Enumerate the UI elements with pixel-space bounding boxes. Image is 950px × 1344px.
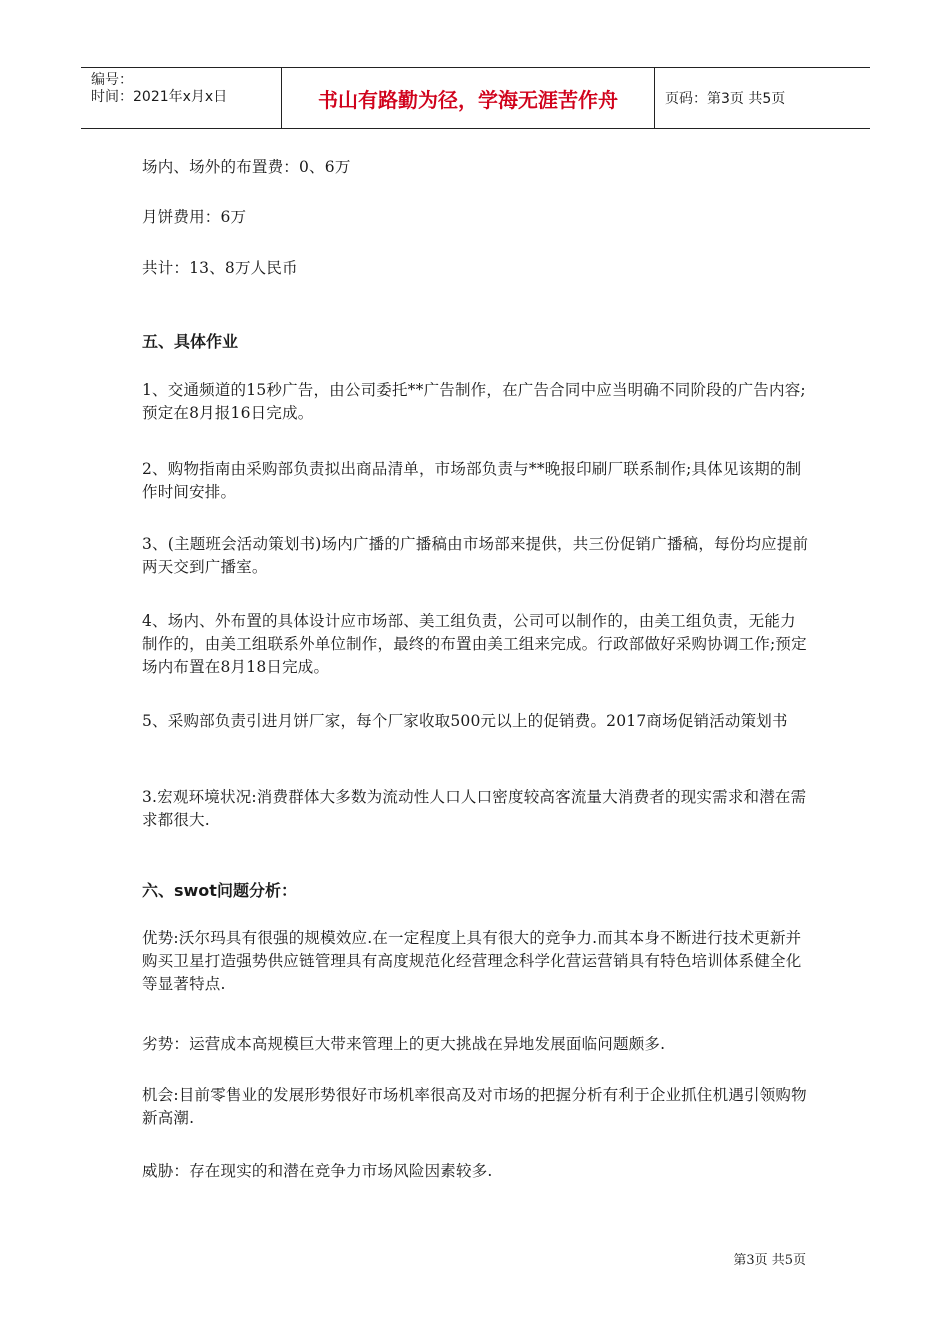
paragraph: 共计：13、8万人民币	[142, 259, 298, 277]
paragraph: 优势:沃尔玛具有很强的规模效应.在一定程度上具有很大的竞争力.而其本身不断进行技术更新并购买卫星打造强势供应链管理具有高度规范化经营理念科学化营运营销具有特色培训体系健全化等显著特点.	[142, 929, 802, 993]
time-label: 时间：2021年x月x日	[91, 89, 228, 105]
paragraph: 5、采购部负责引进月饼厂家，每个厂家收取500元以上的促销费。2017商场促销活动策划书	[142, 712, 788, 730]
paragraph: 威胁：存在现实的和潜在竞争力市场风险因素较多.	[142, 1162, 493, 1180]
section-heading: 五、具体作业	[142, 332, 239, 351]
paragraph: 机会:目前零售业的发展形势很好市场机率很高及对市场的把握分析有利于企业抓住机遇引领购物新高潮.	[142, 1086, 807, 1127]
paragraph: 3.宏观环境状况:消费群体大多数为流动性人口人口密度较高客流量大消费者的现实需求和潜在需求都很大.	[142, 788, 807, 829]
paragraph: 4、场内、外布置的具体设计应市场部、美工组负责，公司可以制作的，由美工组负责，无能力制作的，由美工组联系外单位制作，最终的布置由美工组来完成。行政部做好采购协调工作;预定场内布置在8月18日完成。	[142, 612, 807, 676]
page-footer: 第3页 共5页	[733, 1253, 806, 1268]
paragraph: 2、购物指南由采购部负责拟出商品清单，市场部负责与**晚报印刷厂联系制作;具体见该期的制作时间安排。	[142, 460, 802, 501]
header-motto: 书山有路勤为径，学海无涯苦作舟	[282, 68, 655, 128]
paragraph: 3、(主题班会活动策划书)场内广播的广播稿由市场部来提供，共三份促销广播稿，每份均应提前两天交到广播室。	[142, 535, 809, 576]
section-heading: 六、swot问题分析：	[142, 881, 297, 900]
paragraph: 1、交通频道的15秒广告，由公司委托**广告制作，在广告合同中应当明确不同阶段的广告内容;预定在8月报16日完成。	[142, 381, 806, 422]
paragraph: 场内、场外的布置费：0、6万	[142, 158, 351, 176]
page-header	[81, 67, 870, 129]
paragraph: 劣势：运营成本高规模巨大带来管理上的更大挑战在异地发展面临问题颇多.	[142, 1035, 666, 1053]
header-meta	[81, 68, 282, 128]
header-page-label: 页码：第3页 共5页	[665, 91, 786, 107]
paragraph: 月饼费用：6万	[142, 208, 247, 226]
number-label: 编号：	[91, 72, 133, 88]
